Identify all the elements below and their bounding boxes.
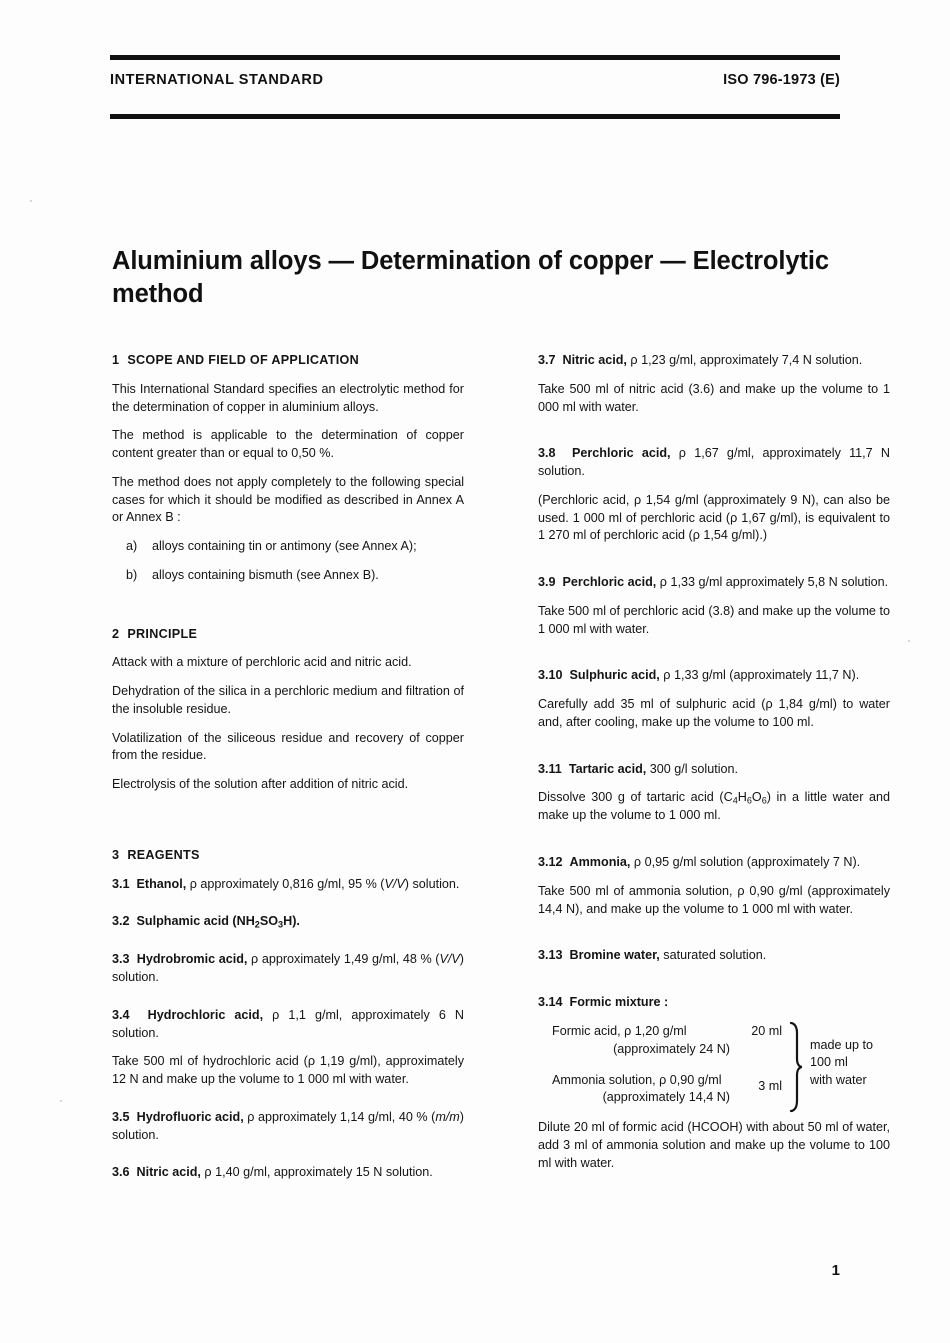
reagent-name: Sulphuric acid, bbox=[569, 668, 660, 683]
formic-row-1-sublabel: (approximately 24 N) bbox=[613, 1041, 730, 1056]
spacer bbox=[112, 805, 464, 847]
list-marker-a: a) bbox=[126, 539, 138, 553]
reagent-3-10 bbox=[538, 667, 890, 685]
scope-paragraph-2: The method is applicable to the determination of copper content greater than or equal to 0,50 %. bbox=[112, 428, 464, 460]
reagent-3-6 bbox=[112, 1164, 464, 1182]
reagent-name: Formic mixture : bbox=[569, 995, 669, 1010]
formic-mixture-table bbox=[538, 1023, 890, 1108]
section-number: 2 bbox=[112, 626, 120, 641]
reagent-3-3 bbox=[112, 951, 464, 987]
principle-paragraph-3: Volatilization of the siliceous residue and recovery of copper from the residue. bbox=[112, 730, 464, 763]
reagent-body: ρ approximately 0,816 g/ml, 95 % ( bbox=[186, 876, 385, 891]
reagent-3-9-note: Take 500 ml of perchloric acid (3.8) and make up the volume to 1 000 ml with water. bbox=[538, 603, 890, 636]
formic-table-names-column bbox=[538, 1023, 734, 1108]
reagent-3-11-note: Dissolve 300 g of tartaric acid $(C_4H_6O_6)$ in a little water and make up the volume to 1 000 ml. bbox=[538, 790, 891, 823]
reagent-3-7 bbox=[538, 352, 890, 370]
reagent-body-end: ) solution. bbox=[112, 952, 464, 985]
reagent-name: Hydrochloric acid, bbox=[147, 1007, 264, 1022]
spacer bbox=[538, 649, 890, 667]
formula-sub: 6 bbox=[761, 795, 767, 806]
column-left bbox=[112, 352, 464, 1193]
spacer bbox=[112, 1100, 464, 1109]
reagent-name: Perchloric acid, bbox=[562, 575, 657, 589]
spacer bbox=[112, 596, 464, 626]
formic-row-2-quantity: 3 ml bbox=[758, 1078, 782, 1093]
reagent-3-2 bbox=[112, 913, 464, 931]
header-standard-reference: ISO 796-1973 (E) bbox=[723, 72, 840, 88]
spacer bbox=[538, 929, 890, 947]
formic-table-row-1-name bbox=[552, 1023, 734, 1059]
header-standard-type: INTERNATIONAL STANDARD bbox=[110, 72, 324, 88]
reagent-number: 3.5 bbox=[112, 1109, 130, 1124]
column-right bbox=[538, 352, 890, 1184]
reagent-3-12-note: Take 500 ml of ammonia solution, ρ 0,90 g/ml (approximately 14,4 N), and make up the volume to 1 000 ml with water. bbox=[538, 883, 890, 916]
reagent-body: ρ approximately 1,49 g/ml, 48 % ( bbox=[247, 952, 440, 967]
reagent-3-8 bbox=[538, 445, 890, 481]
spacer bbox=[538, 743, 890, 761]
section-heading-scope bbox=[112, 352, 464, 370]
header-rule-bottom bbox=[110, 114, 840, 119]
section-number: 3 bbox=[112, 847, 120, 862]
reagent-number: 3.8 bbox=[538, 446, 556, 461]
reagent-3-1 bbox=[112, 876, 464, 894]
formic-table-note bbox=[804, 1023, 873, 1108]
section-title: REAGENTS bbox=[127, 847, 200, 862]
reagent-name: Ammonia, bbox=[569, 855, 631, 870]
reagent-name: Ethanol, bbox=[136, 876, 187, 891]
spacer bbox=[538, 836, 890, 854]
reagent-name: Nitric acid, bbox=[136, 1165, 201, 1180]
reagent-number: 3.11 bbox=[538, 761, 562, 776]
reagent-number: 3.2 bbox=[112, 914, 130, 929]
formic-table-quantity-column bbox=[734, 1023, 788, 1108]
reagent-3-5 bbox=[112, 1109, 464, 1145]
reagent-3-12 bbox=[538, 854, 890, 872]
formic-mixture-paragraph: Dilute 20 ml of formic acid (HCOOH) with about 50 ml of water, add 3 ml of ammonia solution and make up the volume to 100 ml with water. bbox=[538, 1120, 890, 1170]
reagent-3-9 bbox=[538, 574, 890, 592]
list-text-b: alloys containing bismuth (see Annex B). bbox=[152, 567, 379, 582]
section-title: SCOPE AND FIELD OF APPLICATION bbox=[127, 353, 360, 367]
list-item-a bbox=[112, 538, 464, 556]
reagent-3-10-note: Carefully add 35 ml of sulphuric acid (ρ 1,84 g/ml) to water and, after cooling, make up the volume to 100 ml. bbox=[538, 697, 890, 729]
list-item-b bbox=[112, 567, 464, 585]
formic-row-2-label: Ammonia solution, ρ 0,90 g/ml bbox=[552, 1072, 722, 1087]
reagent-body: ρ 1,33 g/ml (approximately 11,7 N). bbox=[659, 668, 860, 683]
reagent-body: ρ 1,33 g/ml approximately 5,8 N solution. bbox=[656, 575, 889, 589]
formula-sub: 4 bbox=[732, 795, 738, 806]
formic-row-1-label: Formic acid, ρ 1,20 g/ml bbox=[552, 1023, 687, 1038]
principle-paragraph-2: Dehydration of the silica in a perchloric medium and filtration of the insoluble residue. bbox=[112, 684, 464, 716]
formic-note-line-2: 100 ml bbox=[810, 1055, 848, 1070]
header-rule-top bbox=[110, 55, 840, 60]
reagent-number: 3.7 bbox=[538, 353, 556, 367]
reagent-body: ρ 1,40 g/ml, approximately 15 N solution. bbox=[200, 1165, 433, 1180]
reagent-body: ρ 1,67 g/ml, approximately 11,7 N solution. bbox=[538, 446, 891, 478]
reagent-3-11 bbox=[538, 761, 890, 779]
reagent-number: 3.9 bbox=[538, 575, 556, 589]
reagent-number: 3.4 bbox=[112, 1007, 130, 1022]
scan-speckle bbox=[908, 640, 910, 642]
section-number: 1 bbox=[112, 353, 120, 367]
formic-table-brace bbox=[788, 1023, 804, 1108]
formic-note-line-1: made up to bbox=[810, 1037, 874, 1052]
reagent-3-8-note: (Perchloric acid, ρ 1,54 g/ml (approximately 9 N), can also be used. 1 000 ml of perchloric acid (ρ 1,67 g/ml), is equivalent to 1 270 ml of perchloric acid (ρ 1,54 g/ml).) bbox=[538, 492, 890, 543]
reagent-number: 3.14 bbox=[538, 995, 563, 1010]
reagent-3-4 bbox=[112, 1007, 464, 1043]
page-title: Aluminium alloys — Determination of copper — Electrolytic method bbox=[112, 247, 829, 308]
reagent-body: ρ 1,1 g/ml, approximately 6 N solution. bbox=[112, 1007, 464, 1040]
spacer bbox=[112, 942, 464, 951]
spacer bbox=[538, 556, 890, 574]
reagent-number: 3.13 bbox=[538, 948, 563, 963]
reagent-3-7-note: Take 500 ml of nitric acid (3.6) and make up the volume to 1 000 ml with water. bbox=[538, 381, 890, 414]
reagent-body-end: ) solution. bbox=[404, 876, 460, 891]
reagent-name: Sulphamic acid bbox=[136, 914, 229, 929]
page-number: 1 bbox=[831, 1262, 840, 1279]
spacer bbox=[538, 976, 890, 994]
reagent-number: 3.12 bbox=[538, 855, 563, 870]
note-text-post: ) in a little water and make up the volume to 1 000 ml. bbox=[538, 790, 891, 823]
formula-sub: 6 bbox=[746, 795, 752, 806]
reagent-name: Bromine water, bbox=[569, 948, 660, 963]
formic-table-row-2-name bbox=[552, 1072, 734, 1108]
scope-paragraph-1: This International Standard specifies an electrolytic method for the determination of copper in aluminium alloys. bbox=[112, 381, 464, 414]
scan-speckle bbox=[60, 1100, 62, 1102]
reagent-unit: m/m bbox=[435, 1109, 460, 1124]
principle-paragraph-4: Electrolysis of the solution after addition of nitric acid. bbox=[112, 777, 409, 791]
reagent-formula: $(NH_2SO_3H)$. bbox=[232, 914, 300, 930]
reagent-body: saturated solution. bbox=[659, 948, 767, 963]
scan-speckle bbox=[30, 200, 32, 202]
reagent-3-13 bbox=[538, 947, 890, 965]
spacer bbox=[112, 904, 464, 913]
spacer bbox=[538, 427, 890, 445]
list-marker-b: b) bbox=[126, 567, 138, 582]
reagent-name: Perchloric acid, bbox=[572, 446, 671, 461]
principle-paragraph-1: Attack with a mixture of perchloric acid and nitric acid. bbox=[112, 655, 412, 670]
reagent-unit: V/V bbox=[384, 876, 405, 891]
spacer bbox=[112, 998, 464, 1007]
spacer bbox=[112, 1155, 464, 1164]
scope-paragraph-3: The method does not apply completely to the following special cases for which it should be modified as described in Annex A or Annex B : bbox=[112, 474, 464, 525]
reagent-number: 3.10 bbox=[538, 668, 563, 683]
reagent-name: Tartaric acid, bbox=[568, 761, 647, 776]
list-text-a: alloys containing tin or antimony (see Annex A); bbox=[152, 539, 417, 553]
formic-note-line-3: with water bbox=[810, 1072, 867, 1087]
section-title: PRINCIPLE bbox=[127, 626, 198, 641]
reagent-body: ρ 0,95 g/ml solution (approximately 7 N). bbox=[630, 855, 861, 870]
reagent-number: 3.3 bbox=[112, 952, 130, 967]
reagent-number: 3.1 bbox=[112, 876, 130, 891]
note-text-pre: Dissolve 300 g of tartaric acid (C bbox=[538, 790, 733, 805]
reagent-3-4-note: Take 500 ml of hydrochloric acid (ρ 1,19 g/ml), approximately 12 N and make up the volume to 1 000 ml with water. bbox=[112, 1054, 464, 1087]
formic-row-2-sublabel: (approximately 14,4 N) bbox=[602, 1090, 730, 1105]
reagent-body: ρ 1,23 g/ml, approximately 7,4 N solution. bbox=[626, 353, 863, 367]
reagent-unit: V/V bbox=[439, 952, 460, 967]
reagent-name: Hydrofluoric acid, bbox=[136, 1109, 244, 1124]
reagent-name: Nitric acid, bbox=[562, 353, 627, 367]
reagent-body: ρ approximately 1,14 g/ml, 40 % ( bbox=[243, 1109, 436, 1124]
reagent-body-end: ) solution. bbox=[112, 1109, 464, 1142]
header-band bbox=[110, 72, 840, 106]
reagent-body: 300 g/l solution. bbox=[646, 761, 739, 776]
section-heading-reagents bbox=[112, 847, 464, 865]
reagent-name: Hydrobromic acid, bbox=[136, 952, 248, 967]
reagent-3-14 bbox=[538, 994, 890, 1012]
formic-row-1-quantity: 20 ml bbox=[751, 1023, 782, 1038]
reagent-number: 3.6 bbox=[112, 1165, 130, 1180]
section-heading-principle bbox=[112, 626, 464, 644]
